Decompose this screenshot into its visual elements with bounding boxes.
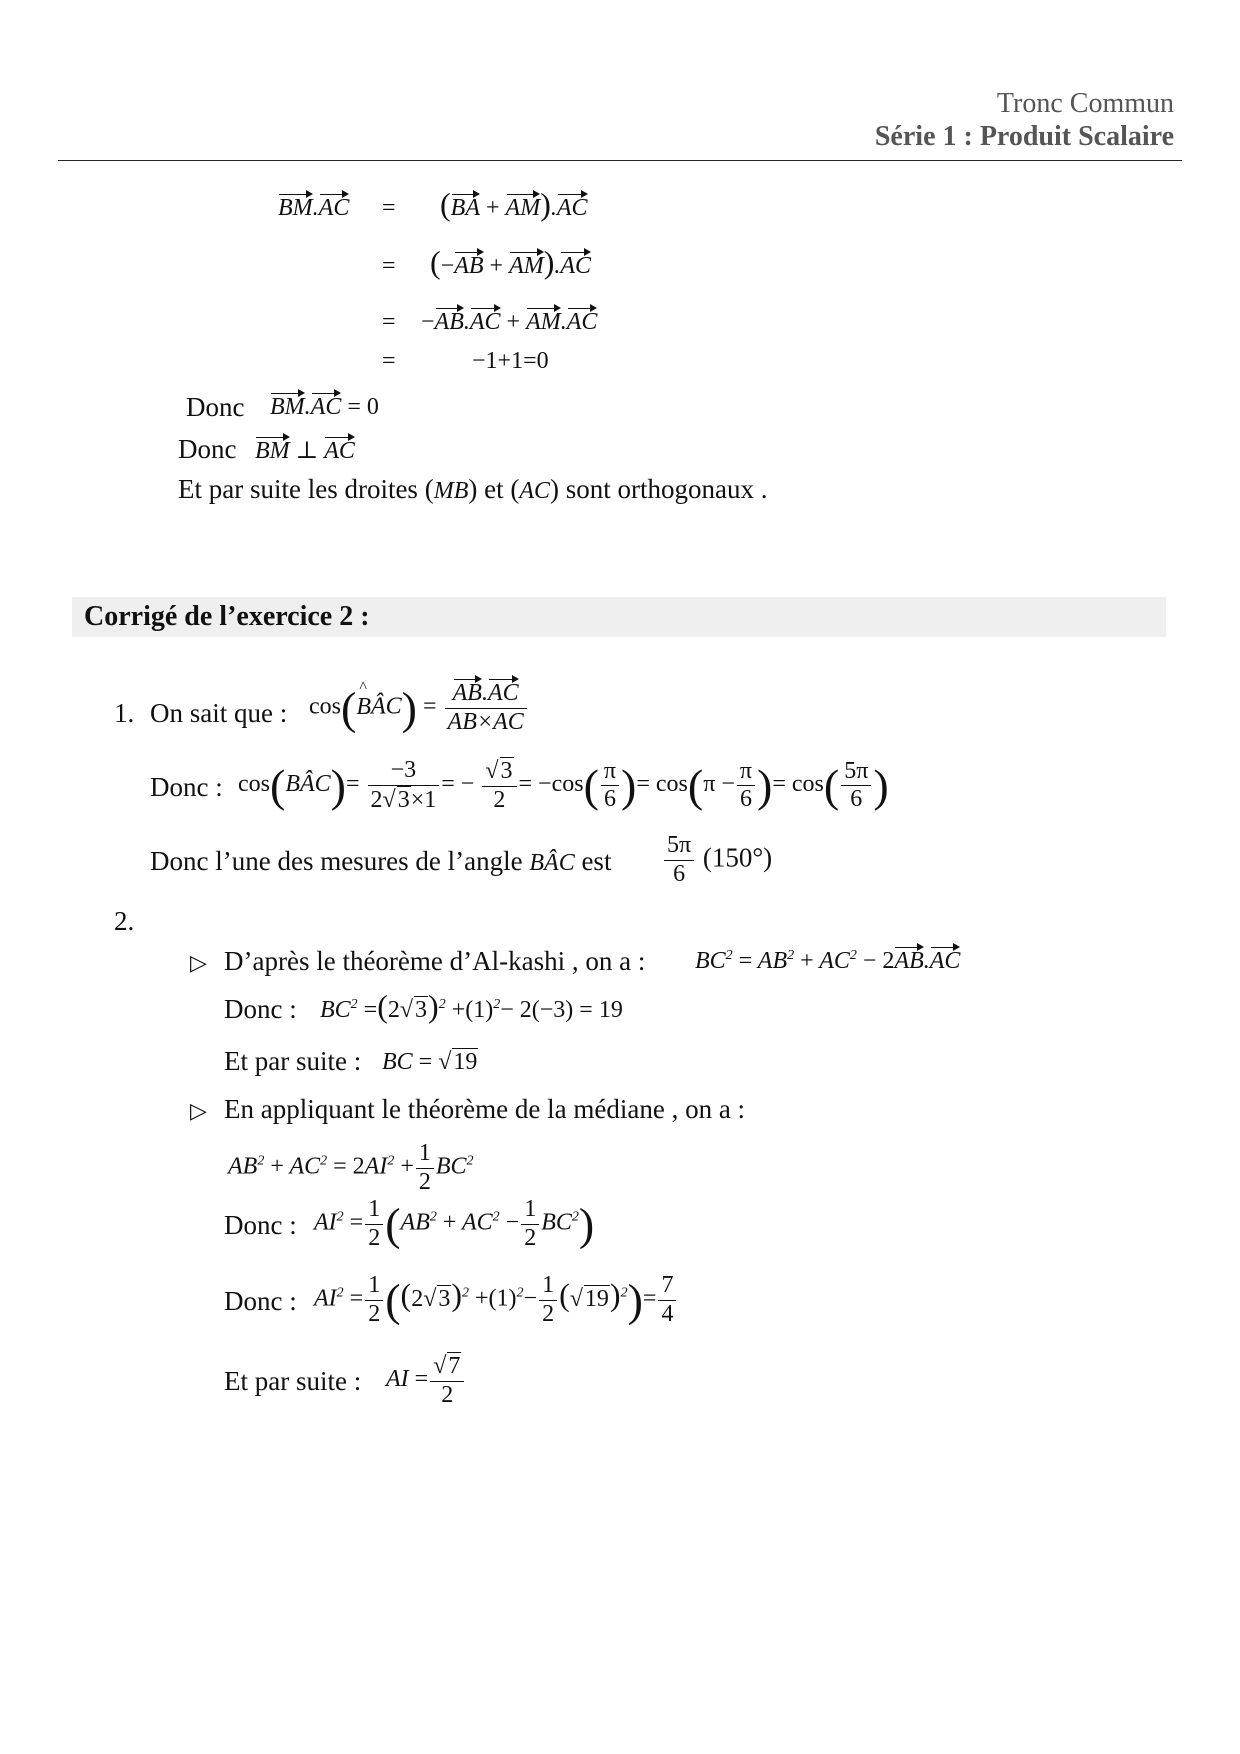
q1-formula: cos(^ BÂC) = $\frac{AB.AC}{AB\times AC}$: [309, 680, 529, 736]
q1-donc: Donc :: [150, 772, 223, 802]
section-title-band: [72, 597, 1166, 637]
alkashi-result-label: Et par suite :: [224, 1046, 362, 1076]
bullet-1: ▷: [190, 950, 207, 975]
alkashi-intro: D’après le théorème d’Al-kashi , on a :: [224, 946, 646, 976]
header-course: Tronc Commun: [996, 88, 1174, 119]
conclusion-line: Et par suite les droites (MB) et (AC) sont orthogonaux .: [178, 474, 768, 504]
donc-2-label: Donc: [178, 434, 237, 464]
alkashi-result: BC = √19: [382, 1049, 478, 1075]
alkashi-formula: $BC^2 = AB^2 + AC^2 - 2AB.AC$: [695, 948, 961, 974]
alkashi-calc: $BC^2 =(2√3)^2 +(1)^2- 2(-3) = 19$: [320, 988, 623, 1024]
donc-1-label: Donc: [186, 392, 245, 422]
mediane-donc-2: Donc :: [224, 1286, 297, 1316]
mediane-donc-1: Donc :: [224, 1210, 297, 1240]
q1-number: 1.: [114, 698, 135, 728]
eq-lhs: BM.AC: [278, 195, 350, 221]
eq-line-3: −AB.AC + AM.AC: [421, 309, 598, 335]
eq-sign-2: =: [382, 253, 396, 279]
q1-conclusion: Donc l’une des mesures de l’angle BÂC est: [150, 846, 612, 876]
eq-line-1: (BA + AM).AC: [440, 186, 588, 222]
q2-number: 2.: [114, 906, 135, 936]
q1-result: $\frac{5\pi}{6}$ (150°): [662, 832, 772, 888]
mediane-result-label: Et par suite :: [224, 1366, 362, 1396]
eq-line-4: −1+1=0: [472, 348, 549, 374]
mediane-intro: En appliquant le théorème de la médiane , on a :: [224, 1094, 746, 1124]
eq-sign-1: =: [382, 195, 396, 221]
section-title: Corrigé de l’exercice 2 :: [84, 601, 370, 632]
header-series: Série 1 : Produit Scalaire: [874, 121, 1174, 152]
alkashi-donc: Donc :: [224, 994, 297, 1024]
eq-sign-4: =: [382, 348, 396, 374]
donc-2-eq: BM ⊥ AC: [255, 438, 355, 464]
mediane-formula: $AB^2 + AC^2 = 2AI^2$ + $\frac{1}{2}$ $BC^2$: [228, 1140, 474, 1195]
eq-sign-3: =: [382, 309, 396, 335]
bullet-2: ▷: [190, 1098, 207, 1123]
mediane-calc-1: $AI^2$ = $\frac{1}{2}$ ($AB^2 + AC^2$ − $\frac{1}{2}$ $BC^2$): [314, 1196, 595, 1251]
q1-intro: On sait que :: [150, 698, 288, 728]
mediane-result: AI = $\frac{√7}{2}$: [386, 1352, 466, 1409]
q1-cos-chain: cos(BÂC)= $\frac{-3}{2√3\times 1}$ = − $\frac{√3}{2}$ = −cos( $\frac{\pi}{6}$ )= cos(π − $\frac{\pi}{6}$ )= cos( $\frac{5\pi}{6}$ ): [238, 757, 889, 813]
header-rule: [58, 160, 1182, 161]
mediane-calc-2: $AI^2$ = $\frac{1}{2}$ ($(2√3)^2 +(1)^2-$ $\frac{1}{2}$ $(√19)^2)=$ $\frac{7}{4}$: [314, 1272, 678, 1328]
eq-line-2: (−AB + AM).AC: [430, 244, 592, 280]
donc-1-eq: BM.AC = 0: [270, 394, 379, 420]
